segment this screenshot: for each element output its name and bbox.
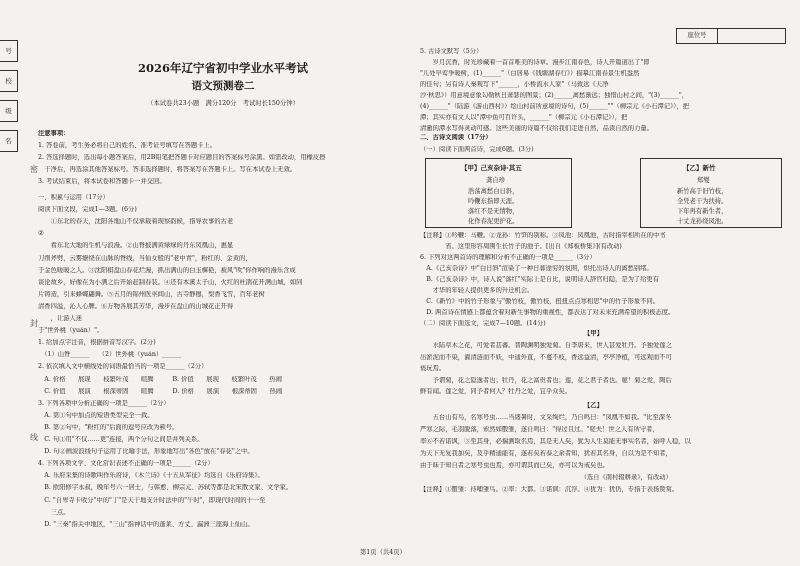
seal-mark: 密 <box>30 165 38 174</box>
notes-line: 3. 考试结束后，将本试卷和答题卡一并交回。 <box>38 178 166 185</box>
notes-line: 干净后，再选涂其他答案标号。答非选择题时，将答案写在答题卡上。写在本试卷上无效。 <box>38 166 297 173</box>
poem-b-line: 下年再有新生者， <box>677 208 728 215</box>
notes-line: 1. 答卷前，考生务必将自己的姓名、准考证号填写在答题卡上。 <box>38 142 217 149</box>
passage-b-label: 【乙】 <box>584 402 603 409</box>
strip-box: 级 <box>0 100 18 122</box>
poem-b-line: 十丈龙孙绕凤池。 <box>677 218 728 225</box>
question-line: ①东北的春天，沈阳各地山不仅承载着现察韵候，指导农事的古老 <box>38 218 234 226</box>
exam-title: 2026年辽宁省初中学业水平考试 <box>137 61 308 75</box>
question-line: B.《己亥杂诗》中，诗人说"落红"实际上是自比，说明诗人辞官归隐，是为了给更有 <box>420 276 660 283</box>
question-line: 谈论故乡，好像在为小满之后开始赶制春装。④还有本溪太子山，火红的杜鹃花开满山城，如同 <box>38 278 303 286</box>
question-line: 于"世外桃（yuán）"。 <box>38 327 104 335</box>
passage-line: 予谓菊，花之隐逸者也；牡丹，花之富贵者也；莲，花之君子者也。噫！菊之爱，陶后 <box>420 376 672 384</box>
question-line: 看东北大地的生机与浪漫。②山脊披满黄绿绿的丹东凤凰山，惠显 <box>38 242 234 250</box>
question-line: B. 第②句中，"粉红的"后面的逗号应改为顿号。 <box>38 423 179 431</box>
poem-b-author: 郑燮 <box>697 177 710 184</box>
section-heading: 二、古诗文阅读（17分） <box>420 134 492 141</box>
poem-a-box <box>425 158 572 228</box>
question-line: 一、积累与运用（17分） <box>38 194 109 201</box>
seat-number-label: 座位号 <box>677 29 718 43</box>
question-line: B. 欧阳修字永叔，晚年号六一居士，与韩愈、柳宗元、苏轼等都是北宋散文家、文学家。 <box>38 484 293 492</box>
question-line: 的佳句；另有诗人秦观写下"______，小桥流水人家"（马致远《天净 <box>420 81 609 88</box>
question-line: (4)______"（陆游《游山西村》）绘山村前所意境的诗句，(5)______""（柳宗元《小石潭记》），把 <box>420 103 689 110</box>
poem-b-box <box>640 158 782 228</box>
question-line: 才华的年轻人提供更多的升迁机会。 <box>420 287 534 294</box>
question-line: 刀削斧劈，云雾缭绕在山脉的脊线，当仙女般的"老中青"，粉红的、金黄的， <box>38 254 252 262</box>
question-line: D. 两首诗在情感上都蕴含着对新生事物的重视性，都表达了对未来充满希望的积极态度。 <box>420 309 675 316</box>
question-line: C. 句①用"不仅……更"连接，两个分句之间是并列关系。 <box>38 436 204 443</box>
poem-a-line: 浩荡离愁白日斜， <box>468 188 519 195</box>
page-number: 第1页（共4页） <box>360 549 406 556</box>
passage-line: 鲜有闻。莲之爱，同予者何人？牡丹之爱，宜乎众矣。 <box>420 388 572 395</box>
question-line: 清澈的潭水写得灵动可感。这些美丽的诗篇不仅给我们走进自然，品读自然的力量。 <box>420 125 653 132</box>
passage-line: 五台山有鸟，名寒号虫……当盛暑时，文采绚烂，乃自鸣曰："凤凰不如我。"比至深冬 <box>420 414 672 421</box>
poem-b-line: 全凭老干为扶持。 <box>677 198 728 205</box>
poem-b-line: 新竹高于旧竹枝， <box>677 188 728 195</box>
question-line: 4. 下列各项文学、文化常识表述不正确的一项是______（2分） <box>38 460 214 468</box>
passage-line: 亵玩焉。 <box>420 365 446 372</box>
exam-info: （本试卷共23小题 满分120分 考试时长150分钟） <box>147 100 299 107</box>
exam-subtitle: 语文预测卷二 <box>191 80 255 92</box>
binding-strip <box>0 40 18 164</box>
passage-line: 【注释】①鷇雏：待哺雏鸟。②率：大都。③诺讽：沉浮。④犹为：犹仍，专指于表扬赞赏。 <box>420 486 679 493</box>
strip-box: 号 <box>0 40 18 62</box>
section-subheading: （一）阅读下面两首诗，完成6题。(3分) <box>420 146 534 153</box>
question-line: ，让游人迷 <box>38 315 83 322</box>
question-line: C. 价值 展演 根深蒂固 暄腾 D. 价格 展演 根深蒂固 热闹 <box>38 387 283 395</box>
passage-line: 率⑥不若诺讽，③至其身，必揣测取名焉，其是无人矣，犹为人生莫能无事实名者，始呼人稳，以 <box>420 438 691 445</box>
question-line: 清香四溢，沁人心脾。⑥万物各展其芳华，漫步在盘山的山城花正开得 <box>38 302 234 310</box>
question-line: 阅读下面文段，完成1—3题。(6分) <box>38 206 137 214</box>
question-line: A. 第①句中加点的短语类型完全一致。 <box>38 411 154 419</box>
passage-line: 严寒之际，毛羽脱落，索然如鷇雏，遂自鸣曰："得过且过。"嗟夫！世之人有所守者， <box>420 426 659 433</box>
poem-a-title: 【甲】己亥杂诗·其五 <box>461 164 522 172</box>
question-line: 岁月沉香，时光珍藏着一首首唯美的诗章。漫步江南春色，诗人开篇道出了"即 <box>420 59 650 66</box>
question-line: 三点。 <box>38 508 70 516</box>
question-line: A. 价格 展现 枝繁叶茂 暄腾 B. 价值 展现 枝繁叶茂 热闹 <box>38 375 282 383</box>
poem-a-line: 吟鞭东指即天涯。 <box>468 198 519 205</box>
passage-line: （选自《南村辍耕录》，有改动） <box>420 474 672 481</box>
question-line: A. 乐府采集的诗歌叫作乐府诗，《木兰诗》《十五从军征》均选自《乐府诗集》。 <box>38 472 264 480</box>
question-line: A.《己亥杂诗》中"白日斜"渲染了一种日暮途穷的氛围，烘托出诗人的离愁别绪。 <box>420 265 653 272</box>
question-line: 沙·秋思》）用意境意象勾勒秋日萧瑟的图景；(2)______离愁渐远；独惜山村之间，"(3)______"， <box>420 92 689 99</box>
seat-number-box <box>676 28 786 44</box>
notes-heading: 注意事项： <box>38 130 70 137</box>
question-line: 2. 依次填入文中横线处的词语最恰当的一项是______（2分） <box>38 363 208 371</box>
question-line: D. 句②画波浪线句子运用了比喻手法，形象地写出"各色"放在"春花"之中。 <box>38 448 254 456</box>
question-line: "儿处早莺争暖树，(1)______"（白居易《钱塘湖春行》）描摹江南春景生机盎然 <box>420 70 640 77</box>
question-line: 6. 下列对这两首诗的理解和分析不正确的一项是______（3分） <box>420 254 596 261</box>
poem-b-title: 【乙】新竹 <box>683 164 716 172</box>
question-line: 省。这里形容周围生长竹子的池子。[出自《郑板桥集》](有改动) <box>420 243 622 250</box>
question-line: C.《新竹》中的竹子形象与"傲竹枝，傲竹枝，扭扭点点寒相思"中的竹子形象不同。 <box>420 298 660 305</box>
question-line: 5. 古诗文默写（5分） <box>420 48 483 55</box>
passage-line: 由于昧于知自者之寒号虫也焉，亦可谓其而已矣，亦可以为戒矣也。 <box>420 462 609 469</box>
strip-box: 校 <box>0 70 18 92</box>
question-line: C. "自卑寺卡收分"中的"丁"是天干地支计时法中的"午时"，即现代时间的十一至 <box>38 496 266 504</box>
passage-line: 出淤泥而不染，濯清涟而不妖，中通外直，不蔓不枝，香远益清，亭亭净植，可远观而不可 <box>420 353 672 361</box>
passage-line: 为天下无复我加矣，及乎精通能有，遂若矣若泰之余者知，犹若其名身，自以为是不知者， <box>420 450 672 457</box>
question-line: 3. 下列各项中分析正确的一项是______（2分） <box>38 399 170 407</box>
question-line: 于金色暖暖之人。③沈阳棋盘山春花烂漫，抓出满山的白玉樨艳，被风"吹"你作响的漫乐含成 <box>38 266 296 274</box>
question-line: （1）山脊______ （2）世外桃（yuán）______ <box>38 351 182 359</box>
question-line: D. "三秦"指关中地区，"三山"指神话中的蓬莱、方丈、瀛洲三座海上仙山。 <box>38 520 254 528</box>
question-line: 片铸造，引来蜂蝶翩舞。⑤五月的锦州医巫闾山，古寺静穆，梨香飞雪，百年老树 <box>38 290 265 298</box>
passage-a-label: 【甲】 <box>584 330 603 337</box>
poem-a-line: 落红不是无情物， <box>468 208 519 215</box>
poem-a-line: 化作春泥更护花。 <box>468 218 519 225</box>
notes-line: 2. 答选择题时，选出每小题答案后，用2B铅笔把答题卡对应题目的答案标号涂黑。如需改动，用橡皮擦 <box>38 154 326 161</box>
question-line: （二）阅读下面选文，完成7—10题。(14分) <box>420 320 546 327</box>
question-line: 【注释】①吟鞭：马鞭。②龙孙：竹笋的别称。③凤池：凤凰池，古时指宰相所在的中书 <box>420 232 666 239</box>
poem-a-author: 龚自珍 <box>486 177 505 184</box>
question-line: 1. 给加点字注音，根据拼音写汉字。(2分) <box>38 339 156 347</box>
seal-mark: 线 <box>30 433 38 442</box>
strip-box: 名 <box>0 130 18 152</box>
passage-line: 水陆草木之花，可爱者甚蕃。晋陶渊明独爱菊。自李唐来，世人甚爱牡丹。予独爱莲之 <box>420 342 672 349</box>
question-line: 潭；其实亦有文人以"潭中鱼可百许头，______"（柳宗元《小石潭记》），把 <box>420 114 628 121</box>
question-line: ② <box>38 230 44 238</box>
seal-mark: 封 <box>30 319 38 328</box>
